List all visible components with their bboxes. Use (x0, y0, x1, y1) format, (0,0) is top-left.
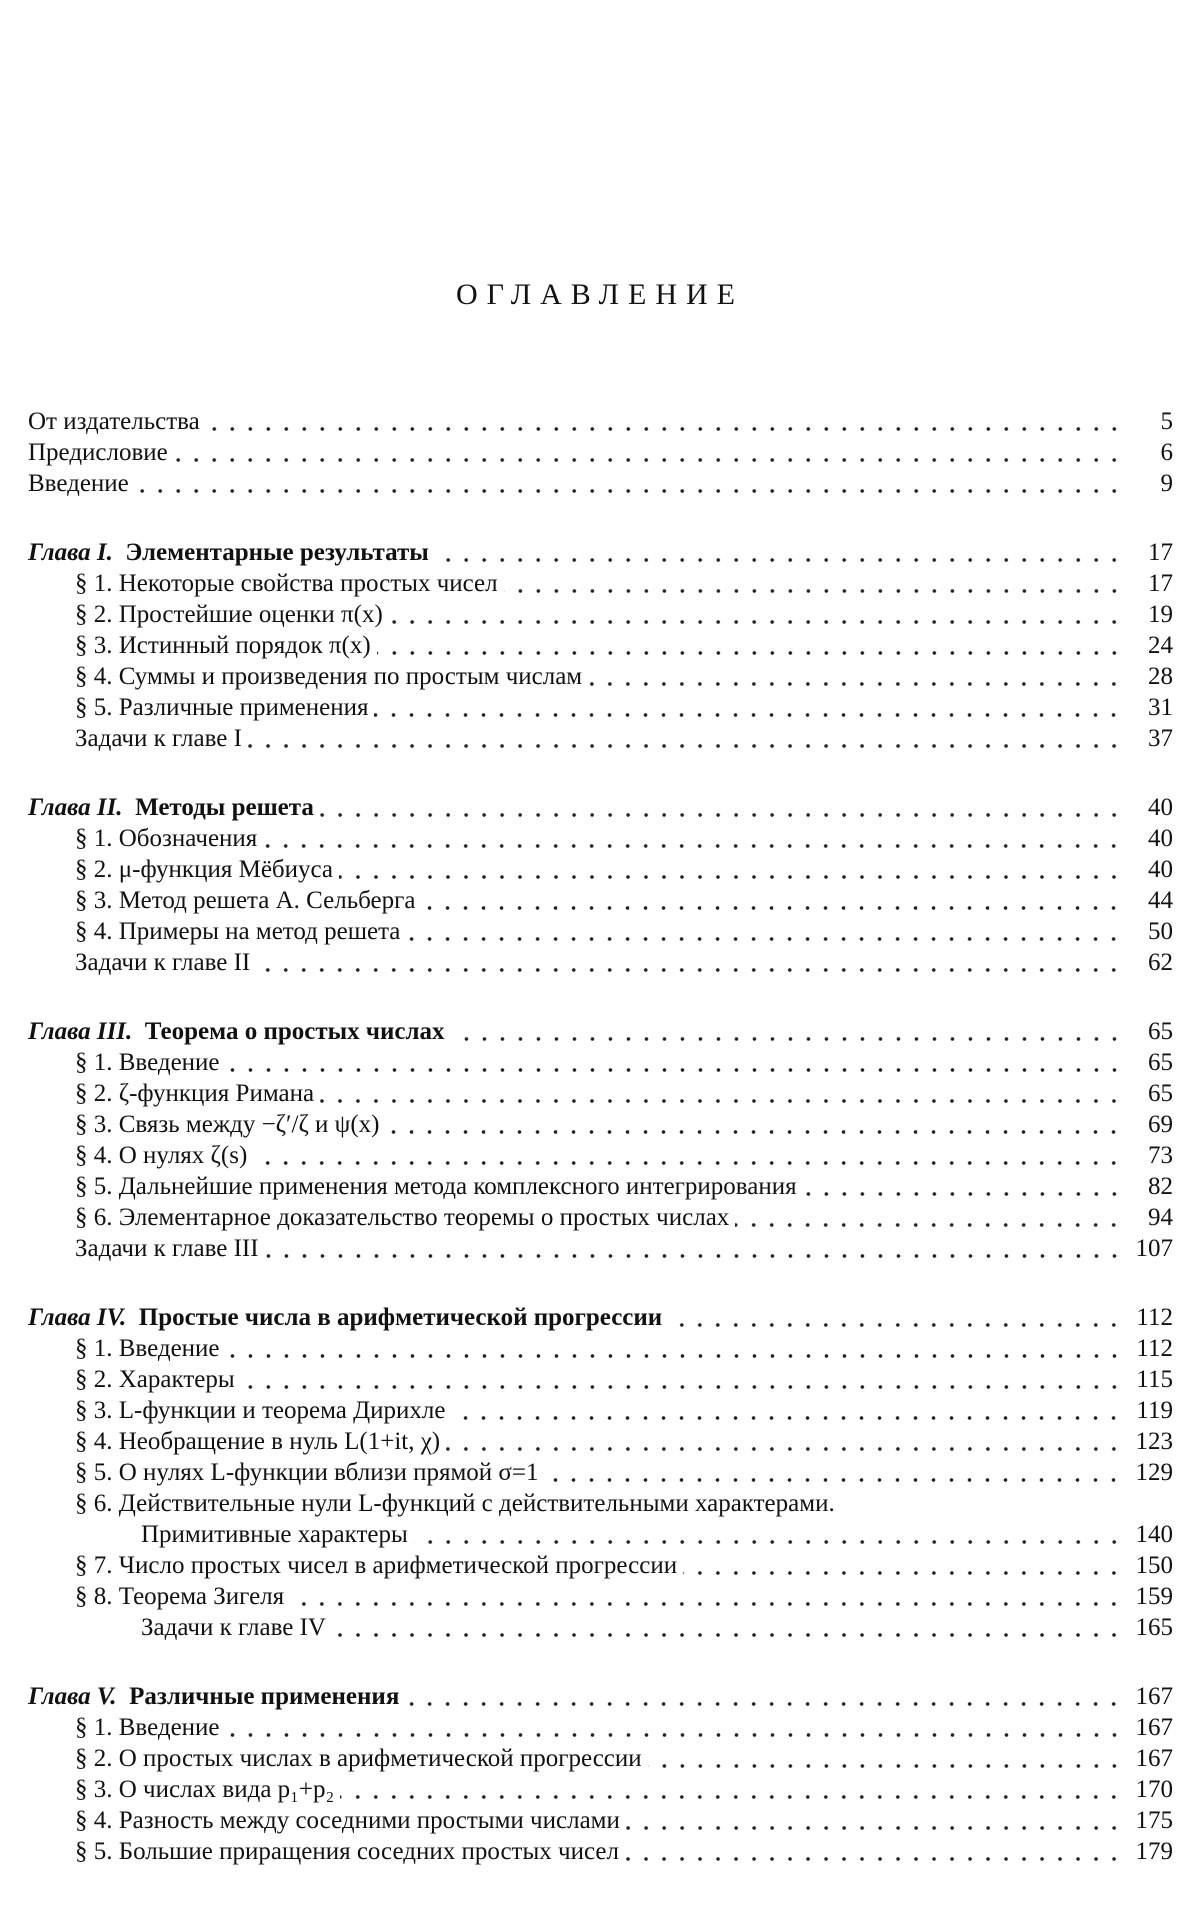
section-title: Теорема Зигеля (118, 1583, 285, 1610)
section-number: § 1. (75, 1714, 113, 1741)
dot-leader (374, 713, 1123, 717)
toc-entry-title (75, 1395, 445, 1426)
toc-row (28, 537, 1173, 568)
toc-row (28, 1109, 1173, 1140)
toc-row (28, 1488, 1173, 1519)
chapter-title: Различные применения (129, 1683, 400, 1710)
toc-entry-title (28, 1681, 399, 1712)
section-number: § 1. (75, 1049, 113, 1076)
dot-leader (451, 1037, 1123, 1041)
section-number: § 7. (75, 1552, 113, 1579)
section-number: § 2. (75, 1745, 113, 1772)
toc-entry-title (75, 692, 368, 723)
toc-entry-title (75, 1774, 334, 1805)
toc-row (28, 1426, 1173, 1457)
dot-leader (446, 1447, 1123, 1451)
page-number: 17 (1148, 539, 1173, 566)
section-title: Число простых чисел в арифметической прогрессии (118, 1552, 678, 1579)
toc-row (28, 885, 1173, 916)
toc-entry-title (75, 1047, 220, 1078)
dot-leader (735, 1223, 1123, 1227)
section-title: Истинный порядок π(x) (118, 632, 371, 659)
section-title: Суммы и произведения по простым числам (118, 663, 583, 690)
section-number: § 1. (75, 570, 113, 597)
toc-row (28, 1681, 1173, 1712)
section-title: Обозначения (118, 825, 258, 852)
problems-title: Задачи к главе IV (141, 1614, 326, 1641)
toc-entry-title (141, 1519, 408, 1550)
page-number: 65 (1148, 1018, 1173, 1045)
toc-row (28, 1550, 1173, 1581)
page-number: 65 (1148, 1049, 1173, 1076)
dot-leader (625, 1857, 1123, 1861)
section-number: § 4. (75, 1807, 113, 1834)
page-number: 140 (1135, 1521, 1173, 1548)
page-number: 167 (1135, 1745, 1173, 1772)
dot-leader (588, 682, 1123, 686)
toc-row (28, 437, 1173, 468)
toc-row (28, 1581, 1173, 1612)
toc-row (28, 630, 1173, 661)
dot-leader (340, 1795, 1123, 1799)
page-number: 65 (1148, 1080, 1173, 1107)
toc-entry-title (28, 537, 429, 568)
toc-row (28, 1457, 1173, 1488)
page-number: 40 (1148, 825, 1173, 852)
dot-leader (174, 458, 1123, 462)
section-number: § 8. (75, 1583, 113, 1610)
dot-leader (421, 906, 1123, 910)
toc-row (28, 692, 1173, 723)
toc-entry-title (75, 916, 400, 947)
dot-leader (206, 427, 1123, 431)
page-number: 73 (1148, 1142, 1173, 1169)
toc-row (28, 568, 1173, 599)
problems-title: Задачи к главе II (75, 949, 251, 976)
toc-entry-title (75, 1581, 284, 1612)
dot-leader (435, 558, 1123, 562)
section-title: Введение (118, 1714, 220, 1741)
page-number: 40 (1148, 856, 1173, 883)
toc-entry-title (75, 1333, 220, 1364)
toc-row (28, 1140, 1173, 1171)
toc-entry-title (75, 630, 371, 661)
section-number: § 6. (75, 1490, 113, 1517)
section-title: Введение (118, 1049, 220, 1076)
toc-entry-title (75, 1078, 314, 1109)
section-title: Некоторые свойства простых чисел (118, 570, 498, 597)
section-number: § 3. (75, 887, 113, 914)
page-number: 69 (1148, 1111, 1173, 1138)
page-number: 24 (1148, 632, 1173, 659)
chapter-group (28, 1681, 1173, 1867)
page-number: 175 (1135, 1807, 1173, 1834)
problems-title: Задачи к главе III (75, 1235, 259, 1262)
toc-row (28, 916, 1173, 947)
dot-leader (226, 1733, 1123, 1737)
toc-row (28, 1078, 1173, 1109)
dot-leader (451, 1416, 1123, 1420)
toc-entry-title (75, 1457, 538, 1488)
page-number: 167 (1135, 1683, 1173, 1710)
chapter-title: Методы решета (135, 794, 314, 821)
page-number: 159 (1135, 1583, 1173, 1610)
dot-leader (683, 1571, 1123, 1575)
dot-leader (253, 1161, 1123, 1165)
toc-entry-title (75, 661, 582, 692)
toc-row (28, 1171, 1173, 1202)
toc-entry-title (75, 947, 250, 978)
dot-leader (265, 1254, 1123, 1258)
page-number: 5 (1160, 408, 1173, 435)
chapter-label: Глава III. (28, 1018, 133, 1045)
page-number: 165 (1135, 1614, 1173, 1641)
toc-entry-title (28, 792, 314, 823)
toc-entry-title (75, 1836, 619, 1867)
section-title: О нулях ζ(s) (118, 1142, 248, 1169)
toc-entry-title (141, 1612, 326, 1643)
toc-entry-title (28, 406, 200, 437)
toc-row (28, 1202, 1173, 1233)
section-number: § 3. (75, 632, 113, 659)
dot-leader (544, 1478, 1123, 1482)
section-title: Метод решета А. Сельберга (118, 887, 416, 914)
dot-leader (803, 1192, 1123, 1196)
toc-row (28, 1233, 1173, 1264)
toc-row (28, 1047, 1173, 1078)
toc-entry-title (75, 1550, 677, 1581)
toc-row (28, 1612, 1173, 1643)
toc-entry-title (75, 885, 415, 916)
toc-row (28, 1395, 1173, 1426)
toc-row (28, 468, 1173, 499)
dot-leader (389, 620, 1123, 624)
toc-row (28, 823, 1173, 854)
dot-leader (626, 1826, 1123, 1830)
toc-entry-title (75, 823, 257, 854)
toc-row (28, 406, 1173, 437)
entry-title: Предисловие (28, 439, 168, 466)
toc-row (28, 947, 1173, 978)
page-number: 40 (1148, 794, 1173, 821)
section-number: § 4. (75, 918, 113, 945)
toc-row (28, 854, 1173, 885)
dot-leader (263, 844, 1123, 848)
chapter-group (28, 1302, 1173, 1643)
chapter-title: Теорема о простых числах (144, 1018, 445, 1045)
chapter-label: Глава I. (28, 539, 113, 566)
toc-entry-title (75, 1805, 620, 1836)
section-number: § 2. (75, 1366, 113, 1393)
page-number: 28 (1148, 663, 1173, 690)
page-number: 50 (1148, 918, 1173, 945)
page-number: 115 (1136, 1366, 1173, 1393)
toc-entry-title (28, 437, 168, 468)
section-title: Примеры на метод решета (118, 918, 401, 945)
section-title-continuation: Примитивные характеры (141, 1521, 408, 1548)
section-title: О простых числах в арифметической прогрессии (118, 1745, 642, 1772)
chapter-label: Глава IV. (28, 1304, 127, 1331)
dot-leader (256, 968, 1123, 972)
toc-row (28, 1016, 1173, 1047)
section-number: § 3. (75, 1776, 113, 1803)
dot-leader (385, 1130, 1123, 1134)
page-number: 44 (1148, 887, 1173, 914)
toc-entry-title (75, 1140, 247, 1171)
page-number: 129 (1135, 1459, 1173, 1486)
section-number: § 2. (75, 856, 113, 883)
toc-row (28, 1519, 1173, 1550)
section-title: Необращение в нуль L(1+it, χ) (118, 1428, 441, 1455)
section-title: О нулях L-функции вблизи прямой σ=1 (118, 1459, 539, 1486)
toc-row (28, 723, 1173, 754)
toc-entry-title (75, 723, 242, 754)
toc-entry-title (75, 1426, 440, 1457)
chapter-group (28, 537, 1173, 754)
toc-row (28, 1836, 1173, 1867)
section-title: Простейшие оценки π(x) (118, 601, 383, 628)
page-number: 19 (1148, 601, 1173, 628)
page-number: 6 (1160, 439, 1173, 466)
toc-row (28, 1805, 1173, 1836)
toc-entry-title (28, 1302, 662, 1333)
chapter-label: Глава V. (28, 1683, 117, 1710)
section-title: Введение (118, 1335, 220, 1362)
toc-entry-title (75, 599, 383, 630)
section-title: ζ-функция Римана (118, 1080, 315, 1107)
section-number: § 2. (75, 1080, 113, 1107)
section-number: § 6. (75, 1204, 113, 1231)
dot-leader (377, 651, 1123, 655)
toc-entry-title (75, 1171, 797, 1202)
dot-leader (405, 1702, 1123, 1706)
dot-leader (406, 937, 1123, 941)
toc-entry-title (28, 1016, 445, 1047)
page-number: 170 (1135, 1776, 1173, 1803)
page-number: 31 (1148, 694, 1173, 721)
page-heading: ОГЛАВЛЕНИЕ (456, 278, 744, 311)
page-number: 179 (1135, 1838, 1173, 1865)
page-number: 94 (1148, 1204, 1173, 1231)
page-number: 112 (1136, 1304, 1173, 1331)
toc-row (28, 599, 1173, 630)
problems-title: Задачи к главе I (75, 725, 242, 752)
dot-leader (290, 1602, 1123, 1606)
dot-leader (648, 1764, 1123, 1768)
section-number: § 4. (75, 663, 113, 690)
toc-entry-title (75, 1202, 729, 1233)
section-number: § 5. (75, 1838, 113, 1865)
dot-leader (504, 589, 1123, 593)
section-number: § 4. (75, 1142, 113, 1169)
toc-entry-title (75, 854, 333, 885)
section-number: § 5. (75, 694, 113, 721)
section-title: Действительные нули L-функций с действительными характерами. (118, 1490, 835, 1517)
dot-leader (226, 1354, 1123, 1358)
table-of-contents (28, 406, 1173, 1905)
dot-leader (339, 875, 1123, 879)
toc-entry-title (75, 1109, 379, 1140)
entry-title: Введение (28, 470, 129, 497)
section-title: Дальнейшие применения метода комплексного интегрирования (118, 1173, 797, 1200)
page-number: 119 (1136, 1397, 1173, 1424)
page-number: 107 (1135, 1235, 1173, 1262)
section-title: Связь между −ζ′/ζ и ψ(x) (118, 1111, 380, 1138)
section-title: μ-функция Мёбиуса (118, 856, 334, 883)
entry-title: От издательства (28, 408, 200, 435)
toc-entry-title (28, 468, 129, 499)
front-matter-group (28, 406, 1173, 499)
section-title: Разность между соседними простыми числами (118, 1807, 620, 1834)
dot-leader (414, 1540, 1123, 1544)
page-number: 123 (1135, 1428, 1173, 1455)
section-title: Различные применения (118, 694, 369, 721)
toc-row (28, 1302, 1173, 1333)
toc-row (28, 792, 1173, 823)
toc-entry-title (75, 1488, 835, 1519)
section-number: § 1. (75, 825, 113, 852)
toc-entry-title (75, 1743, 642, 1774)
section-number: § 3. (75, 1111, 113, 1138)
section-title: Большие приращения соседних простых чисел (118, 1838, 619, 1865)
chapter-label: Глава II. (28, 794, 123, 821)
section-number: § 4. (75, 1428, 113, 1455)
toc-entry-title (75, 1233, 259, 1264)
page-number: 37 (1148, 725, 1173, 752)
dot-leader (668, 1323, 1123, 1327)
section-number: § 2. (75, 601, 113, 628)
toc-row (28, 1364, 1173, 1395)
toc-entry-title (75, 1712, 220, 1743)
section-title: Элементарное доказательство теоремы о простых числах (118, 1204, 730, 1231)
section-number: § 5. (75, 1173, 113, 1200)
page-number: 112 (1136, 1335, 1173, 1362)
dot-leader (135, 489, 1123, 493)
page-number: 82 (1148, 1173, 1173, 1200)
section-number: § 3. (75, 1397, 113, 1424)
toc-row (28, 1774, 1173, 1805)
dot-leader (241, 1385, 1123, 1389)
page-number: 9 (1160, 470, 1173, 497)
dot-leader (320, 813, 1123, 817)
section-title: L-функции и теорема Дирихле (118, 1397, 446, 1424)
chapter-group (28, 792, 1173, 978)
page-number: 167 (1135, 1714, 1173, 1741)
toc-entry-title (75, 568, 498, 599)
section-title: О числах вида p₁+p₂ (118, 1776, 335, 1803)
toc-row (28, 661, 1173, 692)
toc-row (28, 1712, 1173, 1743)
section-title: Характеры (118, 1366, 235, 1393)
dot-leader (226, 1068, 1123, 1072)
page-number: 17 (1148, 570, 1173, 597)
dot-leader (332, 1633, 1123, 1637)
toc-row (28, 1743, 1173, 1774)
page-number: 62 (1148, 949, 1173, 976)
dot-leader (248, 744, 1123, 748)
chapter-title: Элементарные результаты (125, 539, 429, 566)
toc-entry-title (75, 1364, 235, 1395)
section-number: § 1. (75, 1335, 113, 1362)
chapter-title: Простые числа в арифметической прогрессии (138, 1304, 663, 1331)
toc-row (28, 1333, 1173, 1364)
page-number: 150 (1135, 1552, 1173, 1579)
section-number: § 5. (75, 1459, 113, 1486)
chapter-group (28, 1016, 1173, 1264)
dot-leader (320, 1099, 1123, 1103)
